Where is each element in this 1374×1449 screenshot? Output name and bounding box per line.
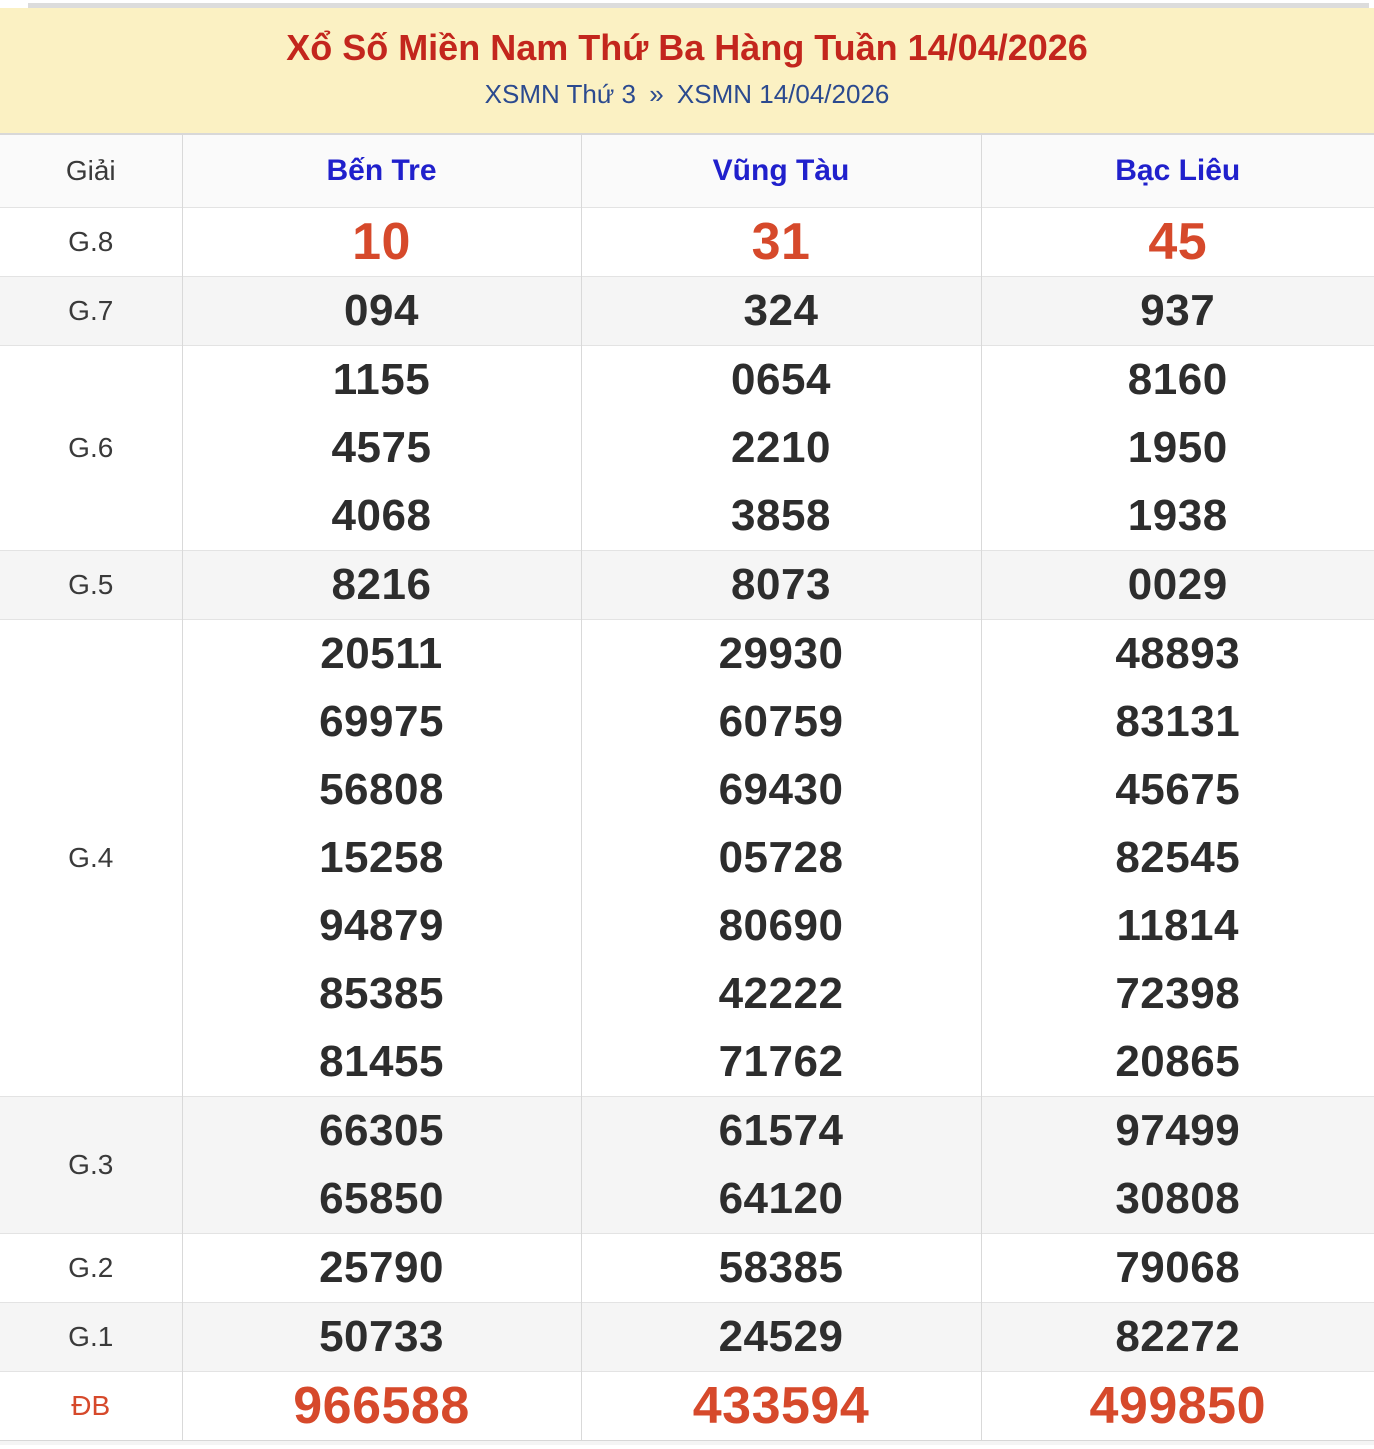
result-number: 60759 [718,696,844,746]
result-cell [581,1371,981,1440]
result-number: 0029 [1127,559,1228,609]
result-cell [581,1233,981,1302]
prize-label: G.8 [0,207,182,276]
result-cell [981,207,1374,276]
result-cell [182,345,581,550]
result-number: 8073 [731,559,831,609]
result-number: 64120 [718,1173,844,1223]
result-number: 80690 [718,900,844,950]
result-number: 82272 [1115,1311,1241,1361]
result-number: 499850 [1089,1376,1267,1435]
prize-row-g2 [0,1233,1374,1302]
next-section-edge [0,1440,1374,1445]
result-number: 69430 [718,764,844,814]
result-number: 82545 [1115,832,1241,882]
results-table [0,135,1374,1440]
prize-row-g6 [0,345,1374,550]
result-number: 324 [743,285,819,335]
result-number: 8160 [1127,354,1228,404]
result-cell [581,345,981,550]
province-link-vung-tau[interactable]: Vũng Tàu [581,135,981,207]
result-number: 11814 [1116,900,1239,950]
prize-row-g4 [0,619,1374,1096]
province-link-bac-lieu[interactable]: Bạc Liêu [981,135,1374,207]
prize-label: G.7 [0,276,182,345]
result-number: 25790 [319,1242,444,1292]
breadcrumb-link-date[interactable]: XSMN 14/04/2026 [676,79,890,109]
result-number: 45 [1148,212,1208,271]
result-number: 8216 [331,559,432,609]
result-number: 50733 [319,1311,444,1361]
result-number: 97499 [1115,1105,1241,1155]
result-number: 1155 [332,354,431,404]
prize-row-đb [0,1371,1374,1440]
result-number: 45675 [1115,764,1241,814]
result-number: 094 [344,285,419,335]
result-number: 79068 [1115,1242,1241,1292]
result-number: 58385 [718,1242,844,1292]
result-number: 85385 [319,968,444,1018]
province-link-ben-tre[interactable]: Bến Tre [182,135,581,207]
result-number: 66305 [319,1105,444,1155]
result-number: 71762 [718,1036,844,1086]
prize-label: G.4 [0,619,182,1096]
result-number: 3858 [731,490,831,540]
prize-row-g5 [0,550,1374,619]
result-number: 65850 [319,1173,444,1223]
table-header-row [0,135,1374,207]
result-cell [182,1302,581,1371]
result-cell [182,1096,581,1233]
page-title: Xổ Số Miền Nam Thứ Ba Hàng Tuần 14/04/2026 [286,27,1088,68]
result-cell [581,550,981,619]
result-number: 72398 [1115,968,1241,1018]
result-cell [981,1096,1374,1233]
result-number: 94879 [319,900,444,950]
prize-row-g1 [0,1302,1374,1371]
breadcrumb-link-weekday[interactable]: XSMN Thứ 3 [484,79,636,109]
result-number: 42222 [718,968,844,1018]
result-cell [581,207,981,276]
result-cell [182,1371,581,1440]
result-number: 61574 [718,1105,844,1155]
result-number: 433594 [692,1376,870,1435]
prize-row-g7 [0,276,1374,345]
result-cell [981,1233,1374,1302]
prize-label: G.3 [0,1096,182,1233]
result-cell [981,619,1374,1096]
result-number: 2210 [731,422,831,472]
result-number: 937 [1140,285,1216,335]
top-divider-bar [28,3,1369,8]
result-number: 24529 [718,1311,844,1361]
prize-row-g8 [0,207,1374,276]
prize-label: G.6 [0,345,182,550]
prize-label: ĐB [0,1371,182,1440]
result-number: 20511 [320,628,443,678]
result-number: 30808 [1115,1173,1241,1223]
result-number: 4575 [331,422,432,472]
result-cell [981,276,1374,345]
result-number: 15258 [319,832,444,882]
result-number: 48893 [1115,628,1241,678]
result-number: 966588 [293,1376,470,1435]
result-cell [981,550,1374,619]
result-cell [581,1096,981,1233]
page-header [0,8,1374,135]
prize-label: G.1 [0,1302,182,1371]
browser-top-strip [0,0,1374,8]
result-number: 83131 [1115,696,1241,746]
result-number: 4068 [331,490,432,540]
result-number: 69975 [319,696,444,746]
result-number: 56808 [319,764,444,814]
result-cell [981,345,1374,550]
result-number: 1938 [1127,490,1228,540]
result-number: 20865 [1115,1036,1241,1086]
breadcrumb [0,78,1374,110]
result-cell [182,550,581,619]
breadcrumb-separator: » [649,79,664,109]
result-cell [581,619,981,1096]
result-number: 10 [352,212,411,271]
result-number: 05728 [718,832,844,882]
result-cell [182,207,581,276]
result-number: 1950 [1127,422,1228,472]
prize-column-header: Giải [0,135,182,207]
result-cell [981,1302,1374,1371]
prize-row-g3 [0,1096,1374,1233]
prize-label: G.2 [0,1233,182,1302]
result-cell [581,1302,981,1371]
result-cell [182,619,581,1096]
result-cell [981,1371,1374,1440]
result-cell [581,276,981,345]
result-cell [182,276,581,345]
result-number: 29930 [718,628,844,678]
result-number: 0654 [731,354,831,404]
result-cell [182,1233,581,1302]
result-number: 31 [751,212,811,271]
prize-label: G.5 [0,550,182,619]
result-number: 81455 [319,1036,444,1086]
